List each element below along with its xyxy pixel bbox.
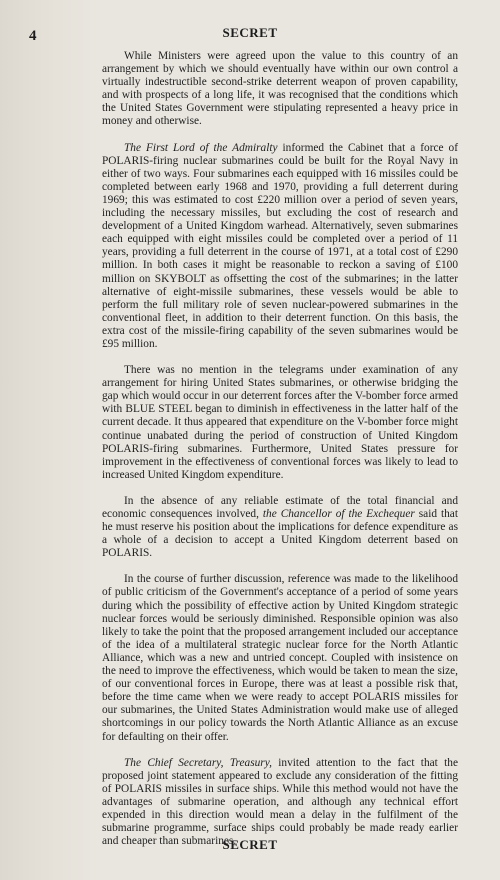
body-text: [102, 50, 458, 848]
paragraph-text: In the course of further discussion, reference was made to the likelihood of public criticism of the Government's acceptance of a period of some years during which the possibility of effective action by United Kingdom strategic nuclear forces would be seriously diminished. Responsible opinion was also likely to take the point that the proposed arrangement included our acceptance of the idea of a multilateral strategic nuclear force for the North Atlantic Alliance, which was a new and untried concept. Coupled with insistence on the need to improve the effectiveness, which would be taken to mean the size, of our conventional forces in Europe, there was at least a possible risk that, before the time came when we were ready to accept POLARIS missiles for our submarines, the United States Administration would make use of alleged shortcomings in our policy towards the North Atlantic Alliance as an excuse for defaulting on their offer.: [102, 573, 458, 743]
page-number: 4: [29, 28, 37, 44]
paragraph-3: [102, 364, 458, 482]
paragraph-text: invited attention to the fact that the proposed joint statement appeared to exclude any consideration of the fitting of POLARIS missiles in surface ships. While this method would not have the advantages of submarine operation, and although any technical effort expended in this direction would mean a delay in the fulfilment of the submarine programme, surface ships could probably be made ready earlier and cheaper than submarines.: [102, 756, 458, 848]
bleed-through-margin: [0, 0, 96, 880]
paragraph-4: [102, 495, 458, 560]
paragraph-5: [102, 573, 458, 743]
speaker-first-lord: The First Lord of the Admiralty: [124, 141, 278, 154]
paragraph-6: [102, 757, 458, 849]
paragraph-text: There was no mention in the telegrams under examination of any arrangement for hiring United States submarines, or otherwise bridging the gap which would occur in our deterrent forces after the V-bomber force armed with BLUE STEEL began to diminish in effectiveness in the latter half of the current decade. It thus appeared that expenditure on the V-bomber force might continue unabated during the period of construction of United Kingdom POLARIS-firing submarines. Furthermore, United States pressure for improvement in the effectiveness of conventional forces was likely to lead to increased United Kingdom expenditure.: [102, 364, 458, 481]
paragraph-text: informed the Cabinet that a force of POLARIS-firing nuclear submarines could be built for the Royal Navy in either of two ways. Four submarines each equipped with 16 missiles could be completed between early 1968 and 1970, providing a full deterrent during 1969; this was estimated to cost £220 million over a period of seven years, including the necessary missiles, but excluding the cost of research and development of a United Kingdom warhead. Alternatively, seven submarines each equipped with eight missiles could be completed over a period of 11 years, providing a full deterrent in the course of 1971, at a total cost of £290 million. In both cases it might be reasonable to reckon a saving of £100 million on SKYBOLT as offsetting the cost of the submarines; in the latter alternative of eight-missile submarines, these vessels would be able to perform the full military role of seven nuclear-powered submarines in the conventional fleet, in addition to their deterrent function. On this basis, the extra cost of the missile-firing capability of the seven submarines would be £95 million.: [102, 141, 458, 350]
paragraph-2: [102, 142, 458, 352]
speaker-chief-secretary: The Chief Secretary, Treasury,: [124, 756, 272, 769]
speaker-chancellor: the Chancellor of the Exchequer: [262, 508, 415, 520]
paragraph-text: In the absence of any reliable estimate of the total financial and economic consequences involved,: [102, 494, 458, 520]
classification-header: SECRET: [222, 25, 278, 40]
paragraph-text-tail: said that he must reserve his position about the implications for defence expenditure as a whole of a decision to accept a United Kingdom deterrent based on POLARIS.: [102, 508, 458, 560]
classification-footer: SECRET: [222, 837, 278, 852]
paragraph-text: While Ministers were agreed upon the value to this country of an arrangement by which we should eventually have within our own control a virtually indestructible second-strike deterrent weapon of proven capability, and with prospects of a long life, it was recognised that the conditions which the United States Government were stipulating represented a heavy price in money and otherwise.: [102, 50, 458, 128]
paragraph-1: [102, 50, 458, 129]
